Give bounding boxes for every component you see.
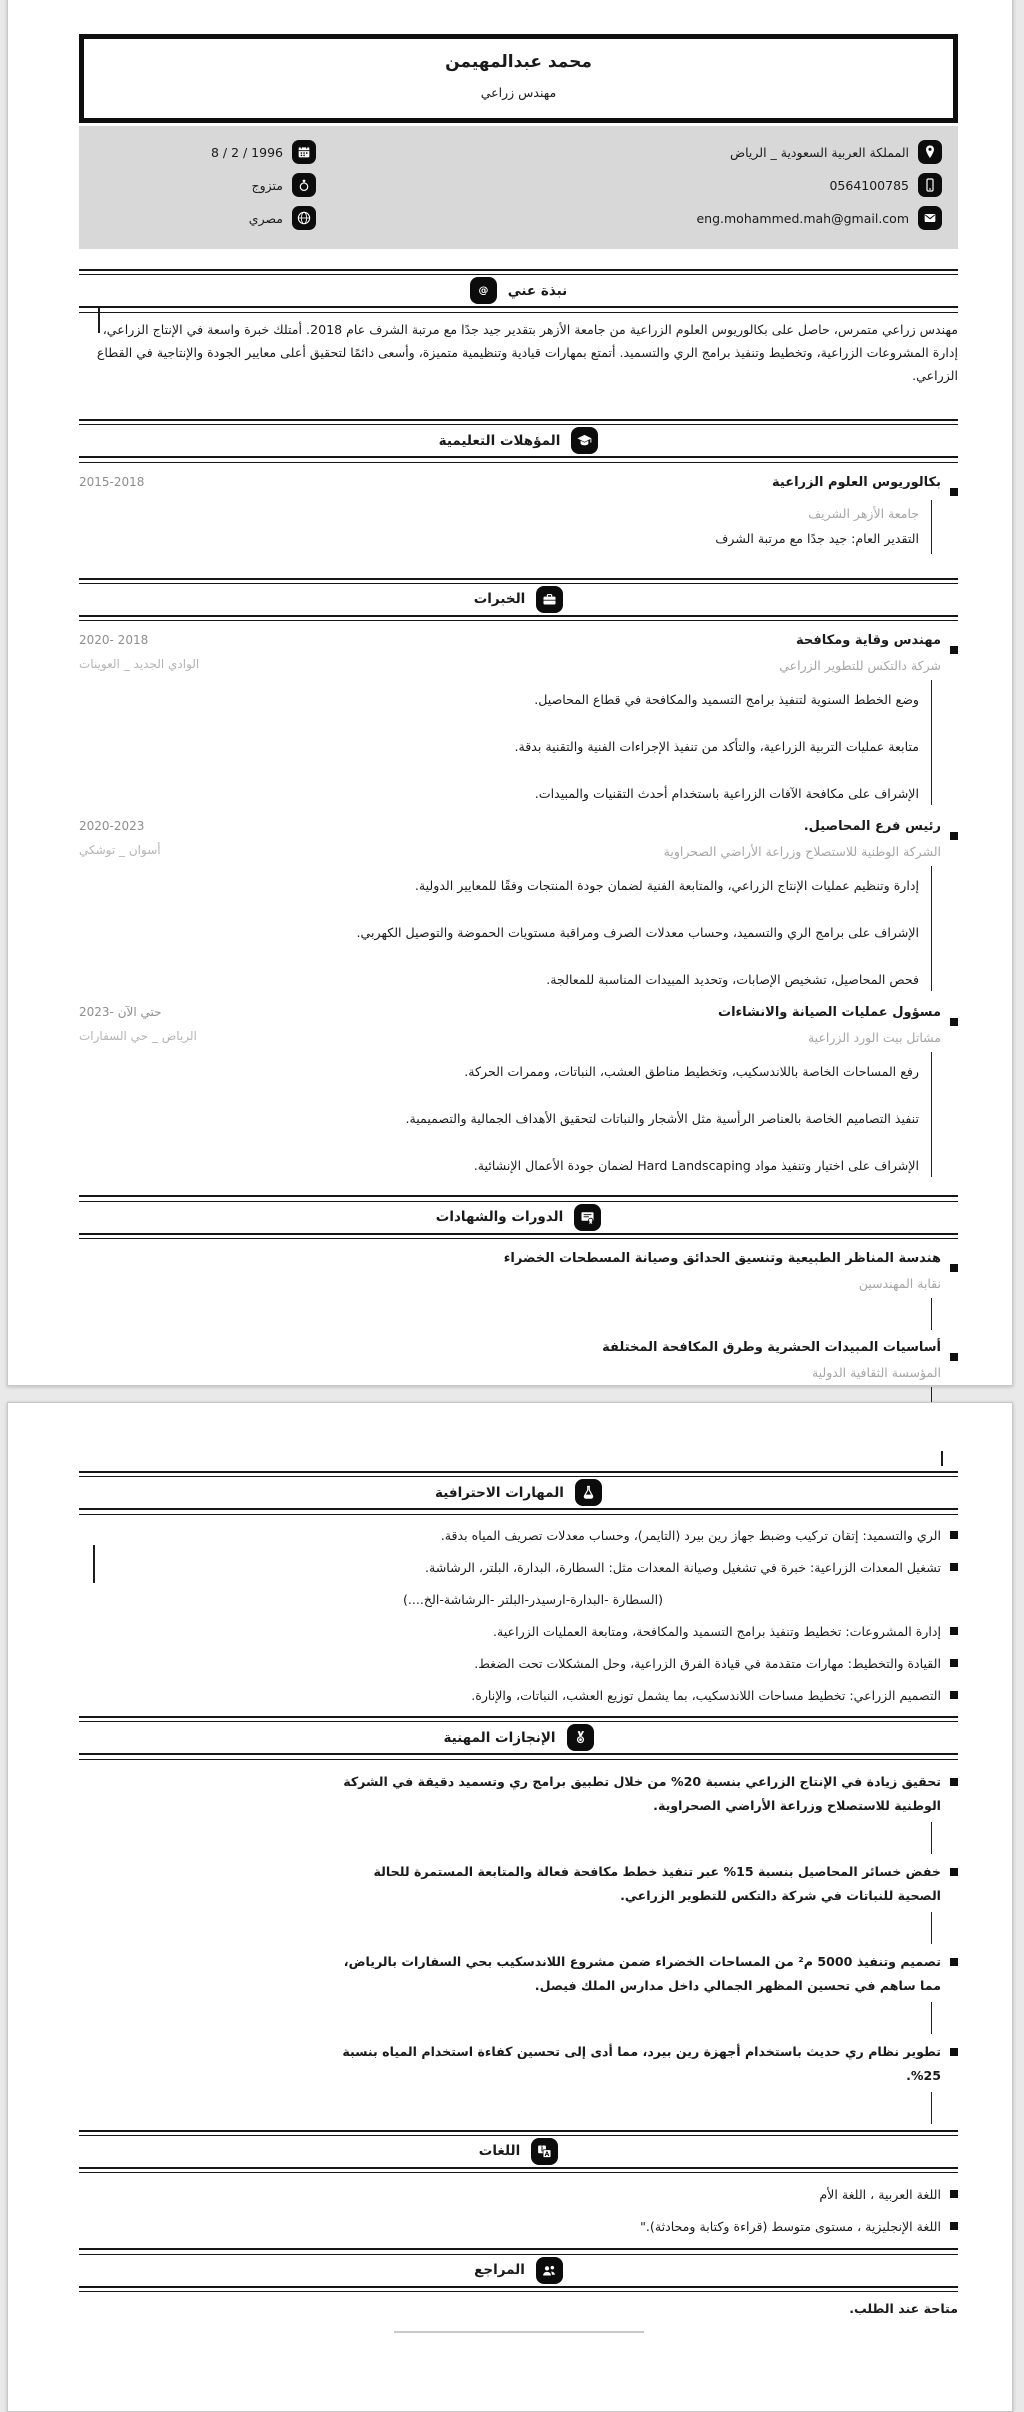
achievement-text: خفض خسائر المحاصيل بنسبة 15% عبر تنفيذ خطط مكافحة فعالة والمتابعة المستمرة للحالة الصحية للنباتات في شركة دالتكس للتطوير الزراعي. — [373, 1863, 941, 1903]
ring-icon — [292, 173, 316, 197]
skills-left-tick — [93, 1545, 95, 1583]
right-tick-line — [79, 2002, 932, 2034]
envelope-icon — [918, 206, 942, 230]
briefcase-icon — [536, 586, 563, 613]
job-point: الإشراف على مكافحة الآفات الزراعية باستخدام أحدث التقنيات والمبيدات. — [534, 786, 919, 802]
section-languages — [79, 2130, 958, 2239]
cv-page-1 — [7, 0, 1013, 1386]
at-sign-icon — [470, 277, 497, 304]
person-job-title: مهندس زراعي — [480, 85, 557, 100]
language-item — [79, 2215, 958, 2238]
left-tick-line — [98, 308, 100, 333]
achievements-section-title: الإنجازات المهنية — [443, 1729, 556, 1746]
skill-note: (السطارة -البدارة-ارسيدر-البلتر -الرشاشة-الخ....) — [402, 1591, 663, 1607]
company-name: الشركة الوطنية للاستصلاح وزراعة الأراضي الصحراوية — [663, 844, 941, 860]
location-text: المملكة العربية السعودية _ الرياض — [729, 144, 909, 160]
education-section-header — [79, 425, 958, 456]
divider-line — [79, 2167, 958, 2173]
right-tick-line — [79, 1822, 932, 1854]
languages-section-header — [79, 2136, 958, 2167]
divider-line — [79, 1508, 958, 1514]
square-bullet — [950, 1691, 958, 1699]
square-bullet — [950, 1659, 958, 1667]
contact-row-location — [696, 139, 942, 165]
company-name: شركة دالتكس للتطوير الزراعي — [779, 658, 941, 674]
section-skills — [79, 1471, 958, 1707]
language-text: اللغة الإنجليزية ، مستوى متوسط (قراءة وكتابة ومحادثة)." — [640, 2219, 941, 2235]
square-bullet — [950, 1627, 958, 1635]
divider-line — [79, 1233, 958, 1239]
skill-text: التصميم الزراعي: تخطيط مساحات اللاندسكيب، بما يشمل توزيع العشب، النباتات، والإنارة. — [471, 1687, 941, 1703]
contact-bar — [79, 126, 958, 249]
square-bullet — [950, 1264, 958, 1272]
square-bullet — [950, 1778, 958, 1786]
square-bullet — [950, 1531, 958, 1539]
job-point: الإشراف على اختيار وتنفيذ مواد Hard Landscaping لضمان جودة الأعمال الإنشائية. — [473, 1158, 919, 1174]
language-text: اللغة العربية ، اللغة الأم — [819, 2187, 941, 2203]
calendar-icon — [292, 140, 316, 164]
square-bullet — [950, 2190, 958, 2198]
course-item — [79, 1249, 958, 1330]
flask-icon — [575, 1479, 602, 1506]
education-dates: 2015-2018 — [79, 474, 145, 489]
experience-entry — [79, 817, 958, 991]
references-section-title: المراجع — [474, 2262, 525, 2279]
education-details — [79, 500, 932, 554]
location-pin-icon — [918, 140, 942, 164]
skill-item — [79, 1620, 958, 1643]
name-box — [79, 34, 958, 123]
contact-row-nationality — [79, 205, 316, 231]
skill-text: تشغيل المعدات الزراعية: خبرة في تشغيل وصيانة المعدات مثل: السطارة، البدارة، البلتر، الرشاشة. — [424, 1559, 941, 1575]
birthdate-text: 8 / 2 / 1996 — [210, 144, 283, 160]
achievement-item — [79, 2040, 958, 2088]
people-icon — [536, 2257, 563, 2284]
job-dates: 2020- 2018 — [79, 633, 149, 648]
svg-text:@: @ — [478, 286, 489, 298]
square-bullet — [950, 2048, 958, 2056]
svg-text:A: A — [544, 2150, 550, 2158]
course-name: أساسيات المبيدات الحشرية وطرق المكافحة المختلفة — [602, 1340, 941, 1356]
section-achievements — [79, 1716, 958, 2124]
skill-item — [79, 1652, 958, 1675]
top-right-tick — [941, 1451, 943, 1466]
translate-icon — [531, 2138, 558, 2165]
divider-line — [79, 306, 958, 312]
languages-section-title: اللغات — [478, 2143, 521, 2160]
medal-icon — [567, 1724, 594, 1751]
achievement-text: تصميم وتنفيذ 5000 م² من المساحات الخضراء ضمن مشروع اللاندسكيب بحي السفارات بالرياض، مما ساهم في تحسين المظهر الجمالي داخل مدارس الملك فيصل. — [343, 1953, 941, 1993]
skill-text: الري والتسميد: إتقان تركيب وضبط جهاز رين بيرد (التايمر)، وحساب معدلات تصريف المياه بدقة. — [440, 1527, 941, 1543]
section-education — [79, 419, 958, 554]
about-section-header — [79, 275, 958, 306]
section-courses — [79, 1195, 958, 1419]
job-point: رفع المساحات الخاصة باللاندسكيب، وتخطيط مناطق العشب، النباتات، وممرات الحركة. — [464, 1064, 919, 1080]
email-text: eng.mohammed.mah@gmail.com — [696, 210, 909, 226]
cv-page-2 — [7, 1402, 1013, 2412]
grade-text: التقدير العام: جيد جدًا مع مرتبة الشرف — [715, 530, 919, 546]
phone-text: 0564100785 — [829, 177, 909, 193]
skill-item — [79, 1556, 958, 1579]
contact-row-birthdate — [79, 139, 316, 165]
svg-text:أ: أ — [541, 2146, 544, 2154]
contact-row-phone — [696, 172, 942, 198]
certificate-icon — [574, 1204, 601, 1231]
job-point: تنفيذ التصاميم الخاصة بالعناصر الرأسية مثل الأشجار والنباتات لتحقيق الأهداف الجمالية والتصميمية. — [405, 1111, 919, 1127]
section-references — [79, 2248, 958, 2333]
experience-entry — [79, 1003, 958, 1177]
nationality-text: مصري — [248, 210, 283, 226]
experience-entry — [79, 631, 958, 805]
square-bullet — [950, 1353, 958, 1361]
skills-section-header — [79, 1477, 958, 1508]
achievement-text: تحقيق زيادة في الإنتاج الزراعي بنسبة 20% من خلال تطبيق برامج ري وتسميد دقيقة في الشركة الوطنية للاستصلاح وزراعة الأراضي الصحراوية. — [343, 1773, 941, 1813]
about-paragraph: مهندس زراعي متمرس، حاصل على بكالوريوس العلوم الزراعية من جامعة الأزهر بتقدير جيد جدًا مع مرتبة الشرف عام 2018. أمتلك خبرة واسعة في الإنتاج الزراعي، إدارة المشروعات الزراعية، وتخطيط وتنفيذ برامج الري والتسميد. أتمتع بمهارات قيادية وتنظيمية متميزة، وأسعى دائمًا لتحقيق أعلى معايير الجودة والإنتاجية في القطاع الزراعي. — [96, 321, 958, 383]
section-experience — [79, 578, 958, 1178]
course-org: نقابة المهندسين — [858, 1276, 941, 1292]
references-section-header — [79, 2255, 958, 2286]
right-tick-line — [79, 1298, 932, 1330]
course-org: المؤسسة الثقافية الدولية — [811, 1365, 941, 1381]
job-location: الوادي الجديد _ العوينات — [79, 657, 200, 672]
square-bullet — [950, 1018, 958, 1026]
contact-row-email — [696, 205, 942, 231]
job-location: أسوان _ توشكي — [79, 843, 161, 858]
section-about — [79, 269, 958, 387]
achievement-item — [79, 1770, 958, 1818]
education-section-title: المؤهلات التعليمية — [438, 432, 561, 449]
job-point: متابعة عمليات التربية الزراعية، والتأكد من تنفيذ الإجراءات الفنية والتقنية بدقة. — [514, 739, 919, 755]
contact-left-column — [79, 139, 316, 238]
job-point: فحص المحاصيل، تشخيص الإصابات، وتحديد المبيدات المناسبة للمعالجة. — [546, 972, 919, 988]
divider-line — [79, 2286, 958, 2292]
achievement-item — [79, 1860, 958, 1908]
job-dates: 2020-2023 — [79, 819, 145, 834]
right-tick-line — [79, 1912, 932, 1944]
square-bullet — [950, 1563, 958, 1571]
course-name: هندسة المناظر الطبيعية وتنسيق الحدائق وصيانة المسطحات الخضراء — [503, 1251, 941, 1267]
globe-icon — [292, 206, 316, 230]
about-section-title: نبذة عني — [507, 282, 568, 299]
square-bullet — [950, 2222, 958, 2230]
job-dates: 2023- حتي الآن — [79, 1005, 162, 1020]
divider-line — [79, 1753, 958, 1759]
square-bullet — [950, 488, 958, 496]
job-description — [79, 680, 932, 805]
job-description — [79, 866, 932, 991]
degree-title: بكالوريوس العلوم الزراعية — [772, 474, 941, 490]
right-tick-line — [79, 2092, 932, 2124]
skill-item — [79, 1684, 958, 1707]
marital-status-text: متزوج — [251, 177, 283, 193]
job-location: الرياض _ حي السفارات — [79, 1029, 197, 1044]
person-name: محمد عبدالمهيمن — [445, 52, 592, 72]
experience-section-title: الخبرات — [473, 591, 526, 608]
skill-item — [79, 1524, 958, 1547]
divider-line — [79, 456, 958, 462]
job-point: الإشراف على برامج الري والتسميد، وحساب معدلات الصرف ومراقبة مستويات الحموضة والتوصيل الكهربي. — [356, 925, 919, 941]
job-role: مسؤول عمليات الصيانة والانشاءات — [718, 1005, 941, 1021]
square-bullet — [950, 832, 958, 840]
square-bullet — [950, 646, 958, 654]
job-role: رئيس فرع المحاصيل. — [803, 819, 941, 835]
courses-section-title: الدورات والشهادات — [435, 1209, 564, 1226]
contact-right-column — [696, 139, 942, 238]
job-point: وضع الخطط السنوية لتنفيذ برامج التسميد والمكافحة في قطاع المحاصيل. — [534, 692, 919, 708]
square-bullet — [950, 1958, 958, 1966]
achievements-section-header — [79, 1722, 958, 1753]
job-point: إدارة وتنظيم عمليات الإنتاج الزراعي، والمتابعة الفنية لضمان جودة المنتجات وفقًا للمعايير الدولية. — [414, 878, 919, 894]
experience-section-header — [79, 584, 958, 615]
job-description — [79, 1052, 932, 1177]
job-role: مهندس وقاية ومكافحة — [795, 633, 941, 649]
skills-section-title: المهارات الاحترافية — [435, 1484, 564, 1501]
divider-line — [79, 615, 958, 621]
achievement-text: تطوير نظام ري حديث باستخدام أجهزة رين بيرد، مما أدى إلى تحسين كفاءة استخدام المياه بنسبة 25%. — [342, 2043, 941, 2083]
skill-text: إدارة المشروعات: تخطيط وتنفيذ برامج التسميد والمكافحة، ومتابعة العمليات الزراعية. — [493, 1623, 941, 1639]
achievement-item — [79, 1950, 958, 1998]
school-name: جامعة الأزهر الشريف — [808, 505, 919, 521]
footer-divider — [394, 2331, 644, 2333]
language-item — [79, 2183, 958, 2206]
graduation-cap-icon — [571, 427, 598, 454]
courses-section-header — [79, 1202, 958, 1233]
contact-row-marital-status — [79, 172, 316, 198]
education-entry — [79, 473, 958, 554]
company-name: مشاتل بيت الورد الزراعية — [807, 1030, 941, 1046]
mobile-phone-icon — [918, 173, 942, 197]
skill-text: القيادة والتخطيط: مهارات متقدمة في قيادة الفرق الزراعية، وحل المشكلات تحت الضغط. — [474, 1655, 941, 1671]
square-bullet — [950, 1868, 958, 1876]
references-text: متاحة عند الطلب. — [849, 2301, 958, 2317]
